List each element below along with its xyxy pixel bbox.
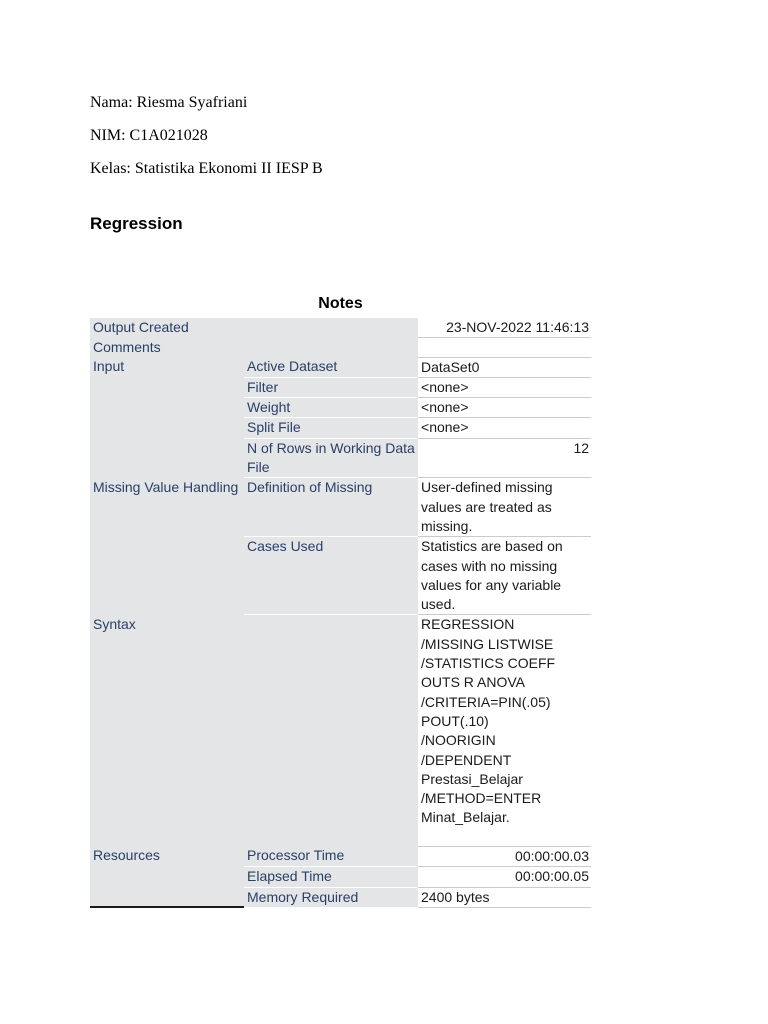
row-label-cases-used: Cases Used xyxy=(244,537,418,615)
row-label-split-file: Split File xyxy=(244,418,418,438)
row-value-definition-of-missing: User-defined missing values are treated as missing. xyxy=(418,478,591,537)
row-value-processor-time: 00:00:00.03 xyxy=(418,846,591,866)
row-label-memory-required: Memory Required xyxy=(244,887,418,907)
row-value-active-dataset: DataSet0 xyxy=(418,357,591,377)
table-row xyxy=(90,318,591,338)
row-label-processor-time: Processor Time xyxy=(244,846,418,866)
row-value-memory-required: 2400 bytes xyxy=(418,887,591,907)
row-value-syntax: REGRESSION /MISSING LISTWISE /STATISTICS COEFF OUTS R ANOVA /CRITERIA=PIN(.05) POUT(.10) /NOORIGIN /DEPENDENT Prestasi_Belajar /METHOD=ENTER Minat_Belajar. xyxy=(418,615,591,847)
row-value-n-rows: 12 xyxy=(418,438,591,478)
row-label-output-created: Output Created xyxy=(90,318,418,338)
row-label-weight: Weight xyxy=(244,398,418,418)
table-row xyxy=(90,478,591,537)
table-row xyxy=(90,357,591,377)
row-value-elapsed-time: 00:00:00.05 xyxy=(418,867,591,887)
notes-table-title: Notes xyxy=(318,295,363,312)
row-label-comments: Comments xyxy=(90,338,418,357)
table-row xyxy=(90,338,591,357)
table-row xyxy=(90,846,591,866)
group-label-input: Input xyxy=(90,357,244,478)
notes-table xyxy=(90,318,591,908)
table-row xyxy=(90,615,591,847)
student-name: Nama: Riesma Syafriani xyxy=(90,94,248,111)
row-value-filter: <none> xyxy=(418,377,591,397)
row-value-output-created: 23-NOV-2022 11:46:13 xyxy=(418,318,591,338)
group-label-missing-value-handling: Missing Value Handling xyxy=(90,478,244,615)
student-nim: NIM: C1A021028 xyxy=(90,127,208,144)
row-value-split-file: <none> xyxy=(418,418,591,438)
row-label-filter: Filter xyxy=(244,377,418,397)
row-label-elapsed-time: Elapsed Time xyxy=(244,867,418,887)
row-label-n-rows: N of Rows in Working Data File xyxy=(244,438,418,478)
row-label-syntax: Syntax xyxy=(90,615,418,847)
row-value-comments xyxy=(418,338,591,357)
row-label-definition-of-missing: Definition of Missing xyxy=(244,478,418,537)
row-value-cases-used: Statistics are based on cases with no missing values for any variable used. xyxy=(418,537,591,615)
student-class: Kelas: Statistika Ekonomi II IESP B xyxy=(90,160,323,177)
row-label-active-dataset: Active Dataset xyxy=(244,357,418,377)
group-label-resources: Resources xyxy=(90,846,244,907)
section-heading: Regression xyxy=(90,214,183,233)
row-value-weight: <none> xyxy=(418,398,591,418)
